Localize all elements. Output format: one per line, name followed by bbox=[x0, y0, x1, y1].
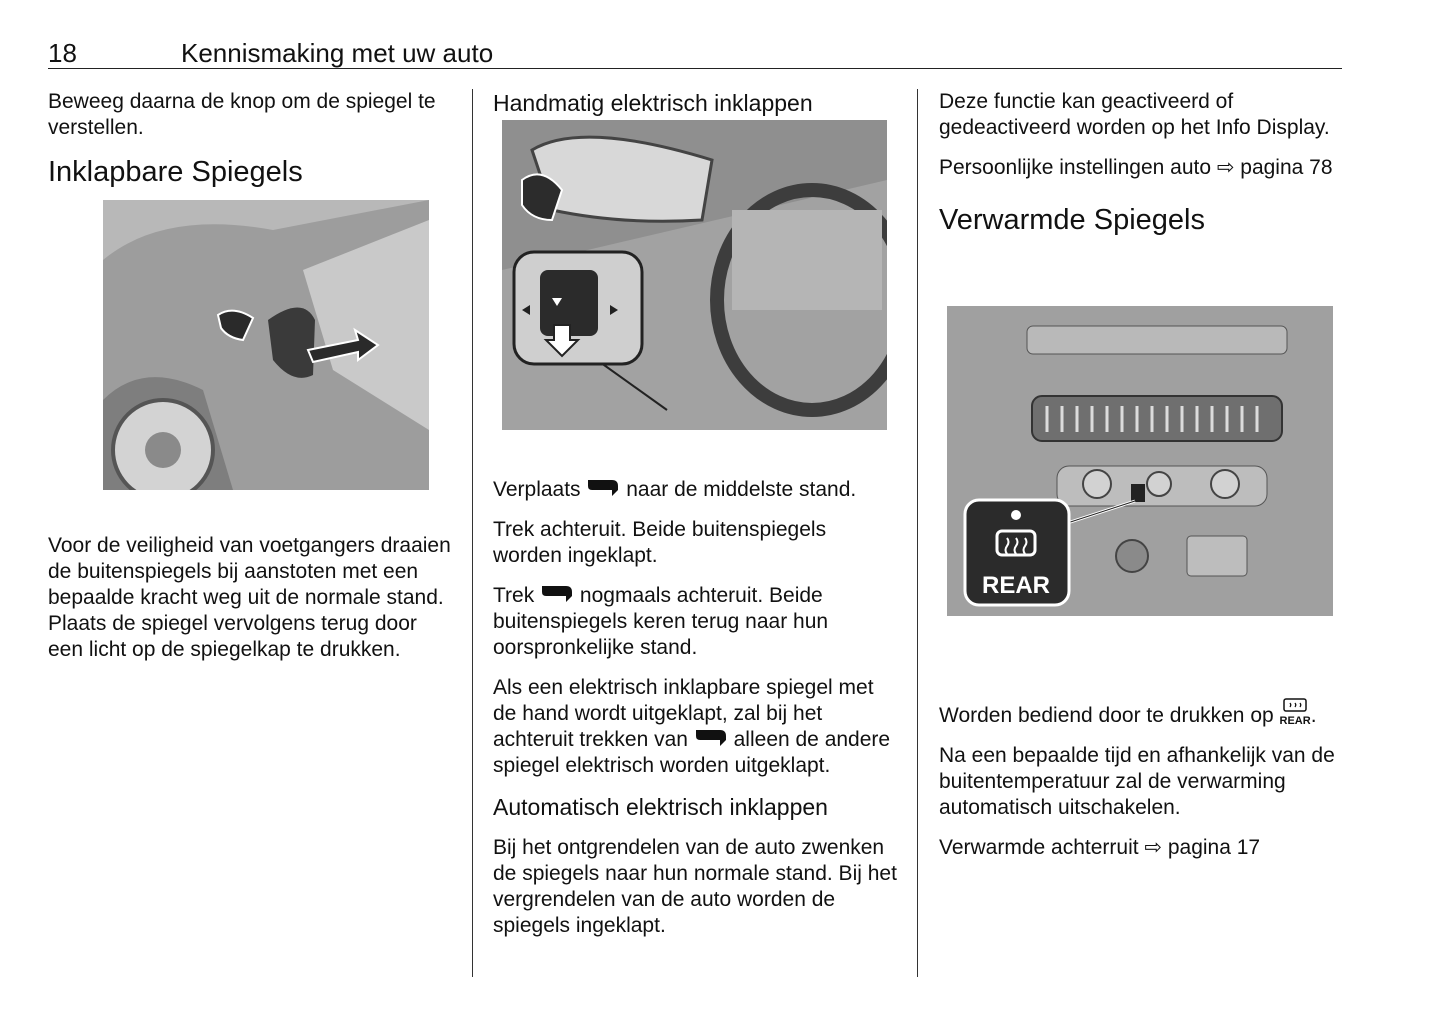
column-1-body bbox=[48, 533, 453, 677]
car-mirror-graphic bbox=[103, 200, 429, 490]
pedestrian-safety-paragraph: Voor de veiligheid van voetgangers draaien de buitenspiegels bij aanstoten met een bepaalde kracht weg uit de normale stand. Plaats de spiegel vervolgens terug door een licht op de spiegelkap te drukken. bbox=[48, 534, 451, 661]
page-header-title: Kennismaking met uw auto bbox=[181, 38, 494, 68]
page-number: 18 bbox=[48, 38, 77, 68]
column-divider-1 bbox=[472, 89, 473, 977]
mirror-fold-switch-icon bbox=[694, 728, 728, 748]
header-divider bbox=[48, 68, 1342, 69]
p3-text-a: Trek bbox=[493, 584, 535, 607]
p1-text-b: naar de middelste stand. bbox=[626, 478, 857, 501]
mirror-fold-switch-icon bbox=[540, 584, 574, 604]
auto-fold-paragraph: Bij het ontgrendelen van de auto zwenken de spiegels naar hun normale stand. Bij het vergrendelen van de auto worden de spiegels ingeklapt. bbox=[493, 836, 897, 937]
column-3-body bbox=[939, 698, 1339, 875]
intro-paragraph: Beweeg daarna de knop om de spiegel te verstellen. bbox=[48, 90, 436, 139]
auto-off-paragraph: Na een bepaalde tijd en afhankelijk van de buitentemperatuur zal de verwarming automatisch uitschakelen. bbox=[939, 744, 1335, 819]
personal-settings-reference: Persoonlijke instellingen auto ⇨ pagina 78 bbox=[939, 156, 1333, 179]
info-display-paragraph: Deze functie kan geactiveerd of gedeactiveerd worden op het Info Display. bbox=[939, 90, 1330, 139]
column-1 bbox=[48, 89, 453, 189]
section-heading-handmatig: Handmatig elektrisch inklappen bbox=[493, 90, 813, 116]
section-heading-automatisch: Automatisch elektrisch inklappen bbox=[493, 794, 828, 820]
column-2-heading bbox=[493, 89, 898, 117]
section-heading-inklapbare-spiegels: Inklapbare Spiegels bbox=[48, 156, 303, 188]
move-switch-paragraph bbox=[493, 477, 898, 503]
p4-text-a: Als een elektrisch inklapbare spiegel met de hand wordt uitgeklapt, zal bij het achteruit trekken van bbox=[493, 676, 874, 751]
folding-mirror-illustration bbox=[103, 200, 429, 490]
p3-text-a: Worden bediend door te drukken op bbox=[939, 704, 1274, 727]
p3-text-b: . bbox=[1310, 704, 1317, 727]
column-2-body bbox=[493, 477, 898, 953]
p3-text-b: nogmaals achteruit. Beide buitenspiegels keren terug naar hun oorspronkelijke stand. bbox=[493, 584, 829, 659]
pull-again-paragraph bbox=[493, 583, 898, 661]
rear-window-reference: Verwarmde achterruit ⇨ pagina 17 bbox=[939, 836, 1261, 859]
operate-paragraph bbox=[939, 698, 1339, 729]
rear-button-label: REAR bbox=[981, 572, 1051, 599]
column-divider-2 bbox=[917, 89, 918, 977]
section-heading-verwarmde-spiegels: Verwarmde Spiegels bbox=[939, 204, 1205, 236]
rear-defrost-icon bbox=[1280, 698, 1311, 727]
rear-icon-text: REAR bbox=[1279, 715, 1311, 727]
dashboard-switch-graphic bbox=[502, 120, 887, 430]
pull-back-paragraph: Trek achteruit. Beide buitenspiegels worden ingeklapt. bbox=[493, 518, 827, 567]
climate-panel-illustration bbox=[947, 306, 1333, 616]
mirror-switch-illustration bbox=[502, 120, 887, 430]
p1-text-a: Verplaats bbox=[493, 478, 581, 501]
mirror-fold-switch-icon bbox=[586, 478, 620, 498]
climate-panel-graphic bbox=[947, 306, 1333, 616]
column-3-top bbox=[939, 89, 1339, 237]
p4-text-b: alleen de andere spiegel elektrisch worden uitgeklapt. bbox=[493, 728, 891, 777]
manual-unfold-paragraph bbox=[493, 675, 898, 779]
